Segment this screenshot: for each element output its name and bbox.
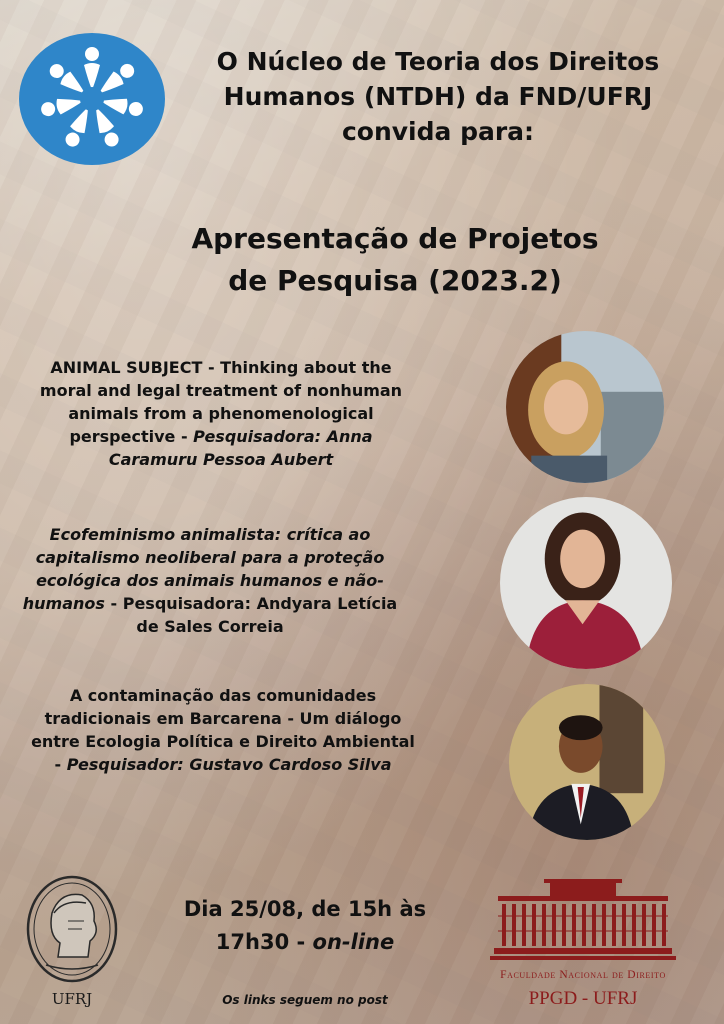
title-line: de Pesquisa (2023.2) [228, 264, 562, 297]
researcher-photo-andyara [500, 497, 672, 669]
title-line: Apresentação de Projetos [191, 222, 599, 255]
project-1: ANIMAL SUBJECT - Thinking about the moral and legal treatment of nonhuman animals from a phenomenological perspective - Pesquisadora: Anna Caramuru Pessoa Aubert [39, 358, 403, 469]
invitation-header [178, 44, 698, 149]
event-mode: on-line [312, 930, 395, 954]
header-line: Humanos (NTDH) da FND/UFRJ [223, 82, 653, 111]
event-date-time [175, 893, 435, 959]
date-text: Dia 25/08, de 15h às 17h30 - [183, 897, 427, 954]
project-researcher: Pesquisadora: Andyara Letícia de Sales Correia [122, 594, 398, 636]
fnd-program: PPGD - UFRJ [528, 988, 638, 1009]
project-title: A contaminação das comunidades tradicionais em Barcarena - Um diálogo entre Ecologia Política e Direito Ambiental [31, 686, 415, 751]
ufrj-seal-logo [24, 873, 120, 985]
project-3: A contaminação das comunidades tradicionais em Barcarena - Um diálogo entre Ecologia Política e Direito Ambiental - Pesquisador: Gustavo Cardoso Silva [31, 686, 415, 774]
fnd-building-logo [490, 876, 676, 962]
researcher-photo-gustavo [509, 684, 665, 840]
header-line: O Núcleo de Teoria dos Direitos [216, 47, 660, 76]
ufrj-label: UFRJ [51, 990, 93, 1008]
event-title [140, 218, 650, 302]
links-note: Os links seguem no post [222, 993, 388, 1007]
project-researcher: Pesquisador: Gustavo Cardoso Silva [66, 755, 392, 774]
researcher-photo-anna [506, 331, 664, 483]
project-title: ANIMAL SUBJECT - Thinking about the moral and legal treatment of nonhuman animals from a phenomenological perspective [39, 358, 403, 446]
fnd-name: Faculdade Nacional de Direito [500, 969, 666, 981]
header-line: convida para: [341, 117, 535, 146]
project-researcher: Pesquisadora: Anna Caramuru Pessoa Aubert [108, 427, 373, 469]
ntdh-logo [18, 32, 166, 167]
project-title: Ecofeminismo animalista: crítica ao capitalismo neoliberal para a proteção ecológica dos animais humanos e não-humanos [22, 525, 385, 613]
project-2: Ecofeminismo animalista: crítica ao capitalismo neoliberal para a proteção ecológica dos animais humanos e não-humanos - Pesquisadora: Andyara Letícia de Sales Correia [22, 525, 398, 636]
